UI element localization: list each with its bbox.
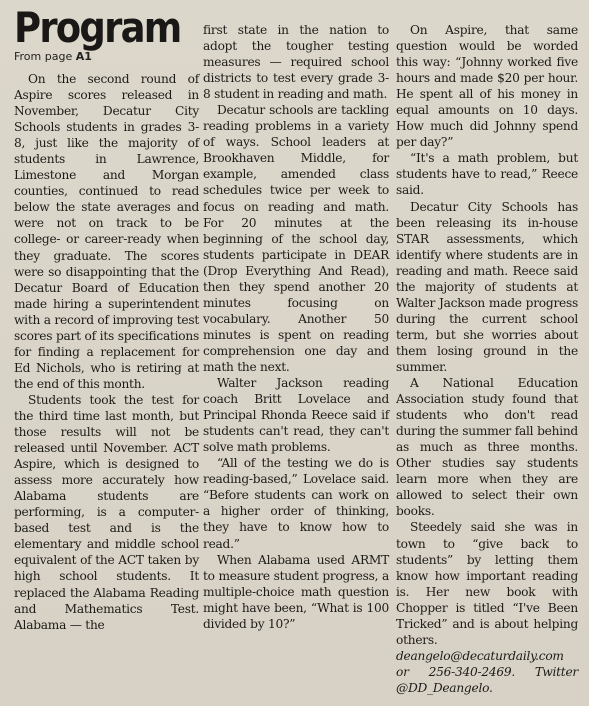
jump-line xyxy=(14,50,199,64)
jump-prefix: From page xyxy=(14,50,73,63)
paragraph: Students took the test for the third time last month, but those results will not be released until November. ACT Aspire, which is designed to assess more accurately how Alabama students are performing, is a computer-based test and is the elementary and middle school equivalent of the ACT taken by high school students. It replaced the Alabama Reading and Mathematics Test. Alabama — the xyxy=(14,392,199,632)
paragraph: “All of the testing we do is reading-based,” Lovelace said. “Before students can work on a higher order of thinking, they have to know how to read.” xyxy=(203,456,389,551)
jump-page: A1 xyxy=(75,50,92,63)
paragraph: “It's a math problem, but students have to read,” Reece said. xyxy=(396,151,578,198)
paragraph: Walter Jackson reading coach Britt Lovelace and Principal Rhonda Reece said if students can't read, they can't solve math problems. xyxy=(203,376,389,455)
article-column-1 xyxy=(14,0,199,633)
headline: Program xyxy=(14,3,181,52)
paragraph: Decatur schools are tackling reading problems in a variety of ways. School leaders at Brookhaven Middle, for example, amended class schedules twice per week to focus on reading and math. For 20 minutes at the beginning of the school day, students participate in DEAR (Drop Everything And Read), then they spend another 20 minutes focusing on vocabulary. Another 50 minutes is spent on reading comprehension one day and math the next. xyxy=(203,103,389,374)
article-column-2 xyxy=(203,22,389,632)
paragraph: Steedely said she was in town to “give back to students” by letting them know how important reading is. Her new book with Chopper is titled “I've Been Tricked” and is about helping others. xyxy=(396,520,578,647)
paragraph: On Aspire, that same question would be worded this way: “Johnny worked five hours and made $20 per hour. He spent all of his money in equal amounts on 10 days. How much did Johnny spend per day?” xyxy=(396,23,578,150)
paragraph: Decatur City Schools has been releasing its in-house STAR assessments, which identify where students are in reading and math. Reece said the majority of students at Walter Jackson made progress during the current school term, but she worries about them losing ground in the summer. xyxy=(396,199,578,374)
paragraph-continued: first state in the nation to adopt the tougher testing measures — required school districts to test every grade 3-8 student in reading and math. xyxy=(203,23,389,102)
author-contact: deangelo@decaturdaily.com or 256-340-2469. Twitter @DD_Deangelo. xyxy=(396,648,578,695)
paragraph: On the second round of Aspire scores released in November, Decatur City Schools students in grades 3-8, just like the majority of students in Lawrence, Limestone and Morgan counties, continued to read below the state averages and were not on track to be college- or career-ready when they graduate. The scores were so disappointing that the Decatur Board of Education made hiring a superintendent with a record of improving test scores part of its specifications for finding a replacement for Ed Nichols, who is retiring at the end of this month. xyxy=(14,72,199,391)
paragraph: When Alabama used ARMT to measure student progress, a multiple-choice math question might have been, “What is 100 divided by 10?” xyxy=(203,552,389,631)
paragraph: A National Education Association study found that students who don't read during the summer fall behind as much as three months. Other studies say students learn more when they are allowed to select their own books. xyxy=(396,376,578,519)
article-column-3 xyxy=(396,22,578,696)
